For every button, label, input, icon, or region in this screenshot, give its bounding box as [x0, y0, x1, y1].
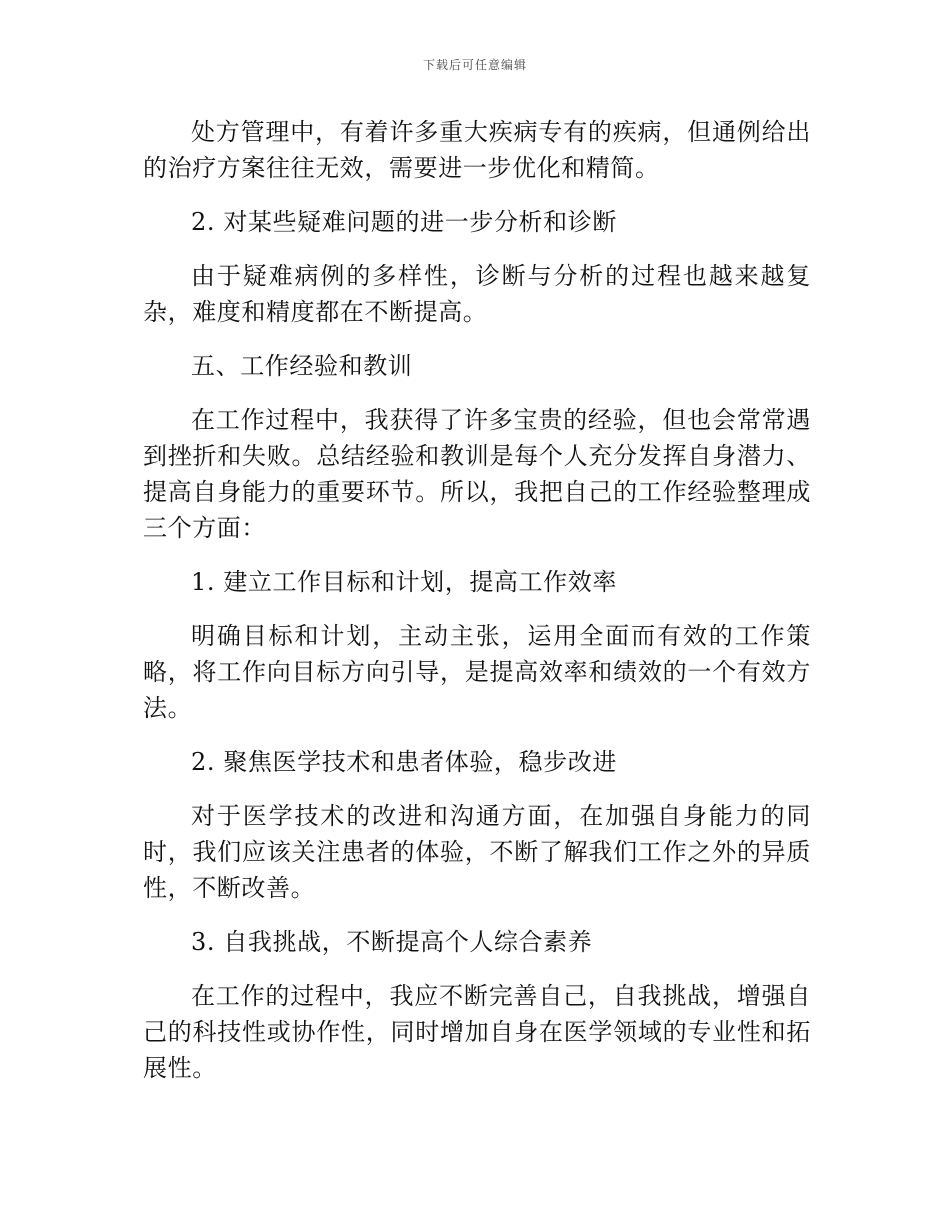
- document-body: [143, 114, 811, 1086]
- heading-goals-plans: 1. 建立工作目标和计划，提高工作效率: [191, 568, 617, 596]
- paragraph-self-challenge: 在工作的过程中，我应不断完善自己，自我挑战，增强自己的科技性或协作性，同时增加自身在医学领域的专业性和拓展性。: [143, 982, 811, 1082]
- heading-medical-tech: 2. 聚焦医学技术和患者体验，稳步改进: [191, 748, 617, 776]
- paragraph-goals-plans: 明确目标和计划，主动主张，运用全面而有效的工作策略，将工作向目标方向引导，是提高效率和绩效的一个有效方法。: [143, 622, 811, 722]
- heading-self-challenge: 3. 自我挑战，不断提高个人综合素养: [191, 928, 593, 956]
- paragraph-prescription-management: 处方管理中，有着许多重大疾病专有的疾病，但通例给出的治疗方案往往无效，需要进一步优化和精简。: [143, 118, 811, 182]
- page-header: 下载后可任意编辑: [422, 58, 527, 72]
- heading-difficult-diagnosis: 2. 对某些疑难问题的进一步分析和诊断: [191, 208, 617, 236]
- section-heading-experience: 五、工作经验和教训: [191, 352, 413, 380]
- paragraph-difficult-cases: 由于疑难病例的多样性，诊断与分析的过程也越来越复杂，难度和精度都在不断提高。: [143, 262, 811, 326]
- paragraph-medical-tech: 对于医学技术的改进和沟通方面，在加强自身能力的同时，我们应该关注患者的体验，不断了解我们工作之外的异质性，不断改善。: [143, 802, 811, 902]
- paragraph-experience-intro: 在工作过程中，我获得了许多宝贵的经验，但也会常常遇到挫折和失败。总结经验和教训是每个人充分发挥自身潜力、提高自身能力的重要环节。所以，我把自己的工作经验整理成三个方面：: [143, 406, 811, 542]
